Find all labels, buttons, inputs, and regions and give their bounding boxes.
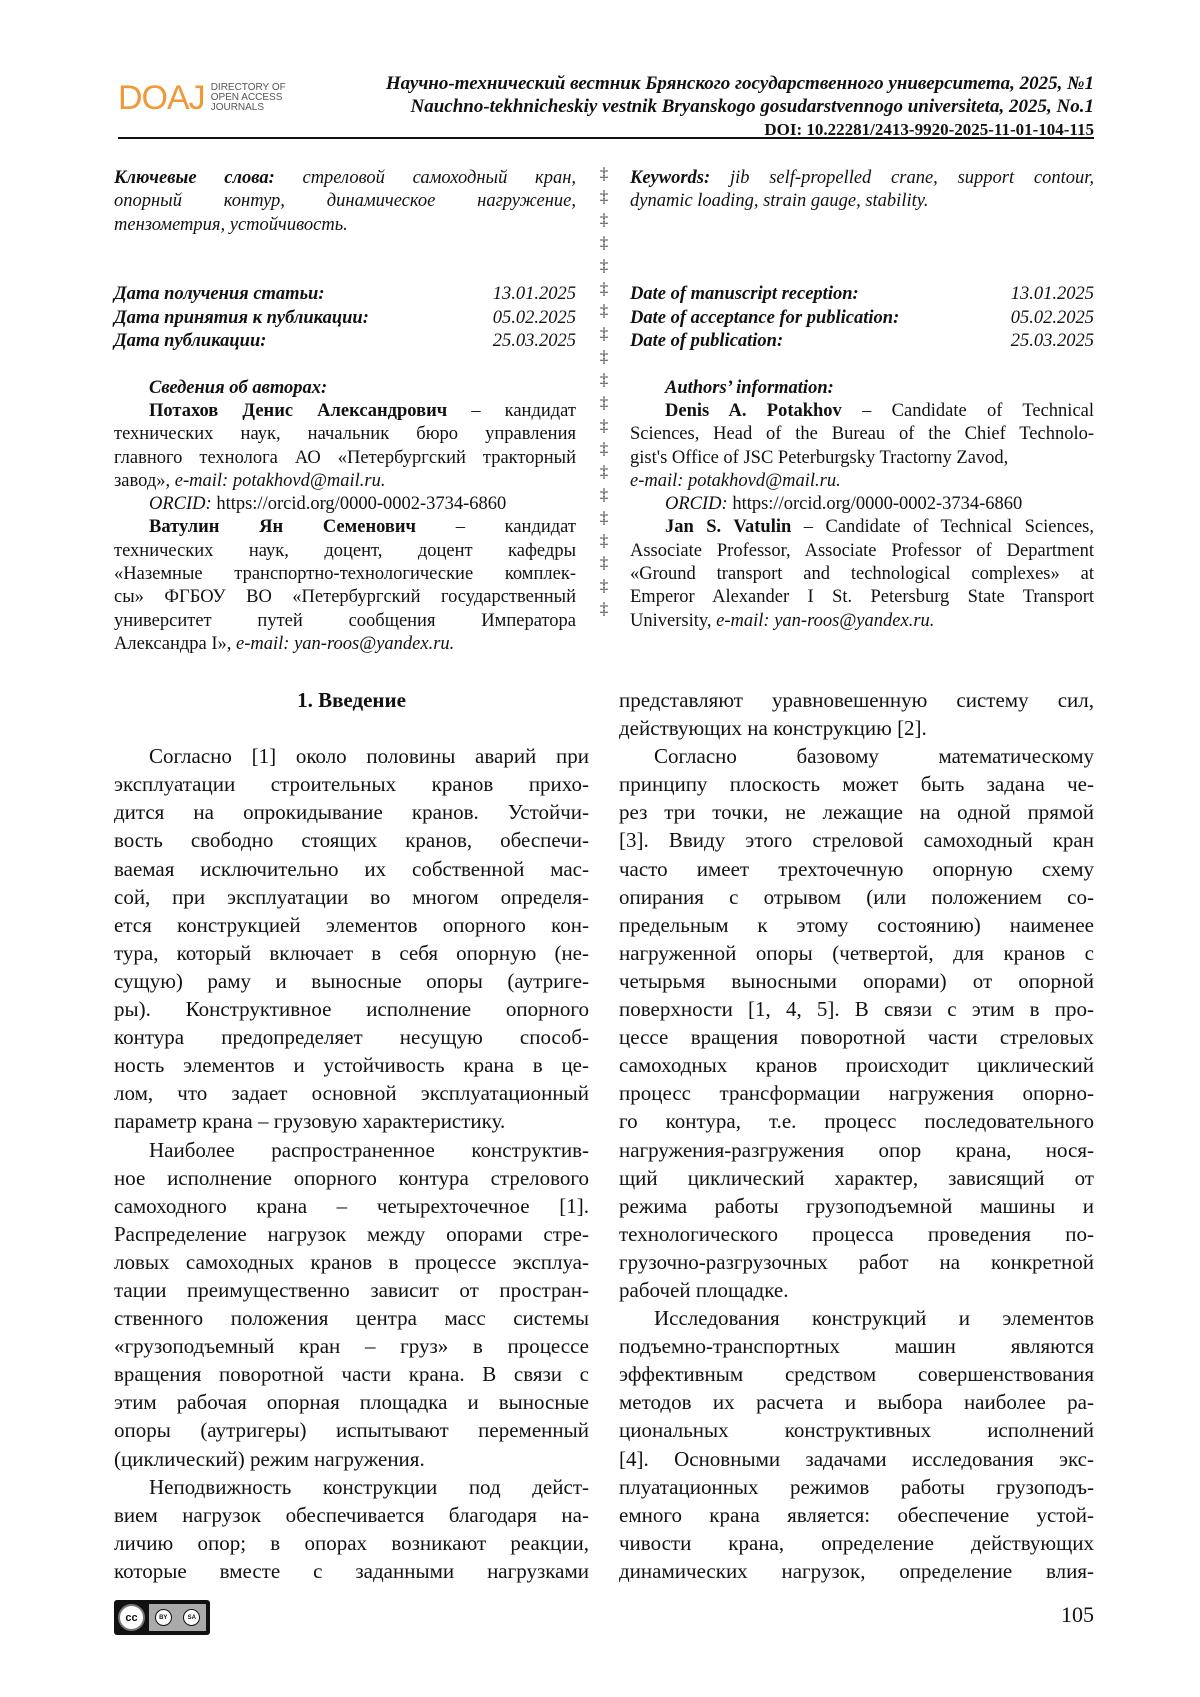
- text-line: ное исполнение опорного контура стрелового: [114, 1164, 589, 1192]
- text-line: Согласно [1] около половины аварий при: [114, 742, 589, 770]
- paragraph: [619, 1304, 1094, 1585]
- text-line: предельным к этому состоянию) наименее: [619, 911, 1094, 939]
- journal-title-ru: Научно-технический вестник Брянского государственного университета, 2025, №1: [386, 72, 1094, 95]
- section-heading: 1. Введение: [114, 686, 589, 714]
- author-text: завод»,: [114, 471, 170, 491]
- date-value: 13.01.2025: [493, 283, 576, 306]
- text-line: Наиболее распространенное конструктив-: [114, 1136, 589, 1164]
- separator-dagger: ‡: [596, 346, 612, 369]
- date-label: Дата принятия к публикации:: [114, 307, 369, 330]
- author-text: Sciences, Head of the Bureau of the Chief Technolo-: [630, 423, 1094, 446]
- doaj-logo: [118, 80, 298, 116]
- body-right-column: [619, 686, 1094, 1585]
- authors-heading: Authors’ information:: [630, 377, 1094, 400]
- text-line: ственного положения центра масс системы: [114, 1304, 589, 1332]
- keywords-label: Ключевые слова:: [114, 168, 275, 188]
- text-line: вость свободно стоящих кранов, обеспечи-: [114, 826, 589, 854]
- date-value: 05.02.2025: [493, 307, 576, 330]
- author-text: Emperor Alexander I St. Petersburg State Transport: [630, 586, 1094, 609]
- meta-ru: [114, 167, 576, 656]
- orcid-link[interactable]: https://orcid.org/0000-0002-3734-6860: [216, 494, 506, 514]
- date-value: 05.02.2025: [1011, 307, 1094, 330]
- text-line: (циклический) режим нагружения.: [114, 1445, 589, 1473]
- text-line: параметр крана – грузовую характеристику.: [114, 1107, 589, 1135]
- keywords-text: jib self-propelled crane, support contour,: [730, 168, 1094, 188]
- meta-en: [630, 167, 1094, 633]
- author-email[interactable]: e-mail: potakhovd@mail.ru.: [630, 470, 1094, 493]
- text-line: динамических нагрузок, определение влия-: [619, 1557, 1094, 1585]
- text-line: нагруженной опоры (четвертой, для кранов с: [619, 939, 1094, 967]
- text-line: рабочей площадке.: [619, 1276, 1094, 1304]
- text-line: вращения поворотной части крана. В связи с: [114, 1360, 589, 1388]
- keywords-text: dynamic loading, strain gauge, stability.: [630, 190, 1094, 213]
- text-line: ность элементов и устойчивость крана в це-: [114, 1051, 589, 1079]
- text-line: ры). Конструктивное исполнение опорного: [114, 995, 589, 1023]
- body-text: [619, 686, 1094, 1585]
- text-line: «грузоподъемный кран – груз» в процессе: [114, 1332, 589, 1360]
- author-text: сы» ФГБОУ ВО «Петербургский государственный: [114, 586, 576, 609]
- text-line: часто имеет трехточечную опорную схему: [619, 855, 1094, 883]
- logo-line: DIRECTORY OF: [211, 83, 286, 93]
- date-label: Дата получения статьи:: [114, 283, 324, 306]
- keywords-label: Keywords:: [630, 168, 710, 188]
- text-line: [4]. Основными задачами исследования экс-: [619, 1445, 1094, 1473]
- by-attribution-icon: [155, 1609, 172, 1626]
- separator-dagger: ‡: [596, 530, 612, 553]
- author-text: «Наземные транспортно-технологические комплек-: [114, 563, 576, 586]
- text-line: циональных конструктивных исполнений: [619, 1416, 1094, 1444]
- date-value: 25.03.2025: [1011, 330, 1094, 353]
- separator-dagger: ‡: [596, 461, 612, 484]
- authors-heading: Сведения об авторах:: [114, 377, 576, 400]
- cc-icon: cc: [118, 1604, 145, 1631]
- keywords-text: опорный контур, динамическое нагружение,: [114, 190, 576, 213]
- column-separator: [596, 163, 612, 621]
- text-line: дится на опрокидывание кранов. Устойчи-: [114, 798, 589, 826]
- date-label: Date of manuscript reception:: [630, 283, 859, 306]
- paragraph: [114, 1473, 589, 1585]
- author-text: Associate Professor, Associate Professor of Department: [630, 540, 1094, 563]
- keywords-text: стреловой самоходный кран,: [302, 168, 576, 188]
- by-label: BY: [159, 1615, 167, 1621]
- journal-title: [386, 72, 1094, 118]
- date-received: [114, 283, 576, 306]
- text-line: эксплуатации строительных кранов прихо-: [114, 770, 589, 798]
- author-name: Denis A. Potakhov: [665, 401, 842, 421]
- separator-dagger: ‡: [596, 392, 612, 415]
- text-line: сущую) раму и выносные опоры (аутриге-: [114, 967, 589, 995]
- page-number: 105: [1061, 1602, 1094, 1628]
- text-line: рез три точки, не лежащие на одной прямой: [619, 798, 1094, 826]
- author-text: главного технолога АО «Петербургский тракторный: [114, 447, 576, 470]
- author-email[interactable]: e-mail: yan-roos@yandex.ru.: [716, 611, 934, 631]
- text-line: этим рабочая опорная площадка и выносные: [114, 1388, 589, 1416]
- text-line: плуатационных режимов работы грузоподъ-: [619, 1473, 1094, 1501]
- separator-dagger: ‡: [596, 415, 612, 438]
- text-line: опоры (аутригеры) испытывают переменный: [114, 1416, 589, 1444]
- author-name: Jan S. Vatulin: [665, 517, 791, 537]
- logo-line: JOURNALS: [211, 103, 286, 113]
- orcid-link[interactable]: https://orcid.org/0000-0002-3734-6860: [732, 494, 1022, 514]
- author-text: технических наук, начальник бюро управления: [114, 423, 576, 446]
- text-line: щий циклический характер, зависящий от: [619, 1164, 1094, 1192]
- date-published: [630, 330, 1094, 353]
- text-line: которые вместе с заданными нагрузками: [114, 1557, 589, 1585]
- text-line: лом, что задает основной эксплуатационный: [114, 1079, 589, 1107]
- separator-dagger: ‡: [596, 209, 612, 232]
- text-line: представляют уравновешенную систему сил,: [619, 686, 1094, 714]
- paragraph: [619, 686, 1094, 742]
- cc-by-sa-license-badge[interactable]: [114, 1600, 210, 1635]
- date-label: Date of publication:: [630, 330, 783, 353]
- author-text: – Candidate of Technical: [862, 401, 1094, 421]
- text-line: процесс трансформации нагружения опорно-: [619, 1079, 1094, 1107]
- author-text: технических наук, доцент, доцент кафедры: [114, 540, 576, 563]
- text-line: методов их расчета и выбора наиболее ра-: [619, 1388, 1094, 1416]
- text-line: четырьмя выносными опорами) от опорной: [619, 967, 1094, 995]
- text-line: грузочно-разгрузочных работ на конкретной: [619, 1248, 1094, 1276]
- journal-title-en: Nauchno-tekhnicheskiy vestnik Bryanskogo gosudarstvennogo universiteta, 2025, No.1: [386, 95, 1094, 118]
- separator-dagger: ‡: [596, 507, 612, 530]
- text-line: тации преимущественно зависит от простран-: [114, 1276, 589, 1304]
- author-name: Потахов Денис Александрович: [149, 401, 447, 421]
- doaj-logo-mark: DOAJ: [118, 81, 205, 115]
- text-line: Согласно базовому математическому: [619, 742, 1094, 770]
- author-text: – Candidate of Technical Sciences,: [804, 517, 1094, 537]
- text-line: Распределение нагрузок между опорами стре-: [114, 1220, 589, 1248]
- text-line: действующих на конструкцию [2].: [619, 714, 1094, 742]
- text-line: эффективным средством совершенствования: [619, 1360, 1094, 1388]
- text-line: вием нагрузок обеспечивается благодаря на-: [114, 1501, 589, 1529]
- date-received: [630, 283, 1094, 306]
- text-line: принципу плоскость может быть задана че-: [619, 770, 1094, 798]
- author-text: gist's Office of JSC Peterburgsky Tractorny Zavod,: [630, 447, 1094, 470]
- separator-dagger: ‡: [596, 278, 612, 301]
- date-accepted: [114, 307, 576, 330]
- separator-dagger: ‡: [596, 575, 612, 598]
- date-accepted: [630, 307, 1094, 330]
- separator-dagger: ‡: [596, 232, 612, 255]
- doaj-logo-text: [211, 83, 286, 113]
- keywords-text: тензометрия, устойчивость.: [114, 214, 576, 237]
- author-text: – кандидат: [471, 401, 576, 421]
- text-line: самоходного крана – четырехточечное [1].: [114, 1192, 589, 1220]
- doi[interactable]: DOI: 10.22281/2413-9920-2025-11-01-104-115: [764, 119, 1094, 141]
- text-line: самоходных кранов происходит циклический: [619, 1051, 1094, 1079]
- text-line: емного крана является: обеспечение устой-: [619, 1501, 1094, 1529]
- orcid-label: ORCID:: [149, 494, 212, 514]
- separator-dagger: ‡: [596, 323, 612, 346]
- separator-dagger: ‡: [596, 598, 612, 621]
- text-line: тура, который включает в себя опорную (не-: [114, 939, 589, 967]
- text-line: нагружения-разгружения опор крана, нося-: [619, 1136, 1094, 1164]
- header-rule: [118, 137, 1094, 139]
- author-text: – кандидат: [456, 517, 576, 537]
- paragraph: [114, 742, 589, 1135]
- date-label: Дата публикации:: [114, 330, 266, 353]
- text-line: го контура, т.е. процесс последовательного: [619, 1107, 1094, 1135]
- text-line: поверхности [1, 4, 5]. В связи с этим в про-: [619, 995, 1094, 1023]
- text-line: сой, при эксплуатации во многом определя-: [114, 883, 589, 911]
- paragraph: [619, 742, 1094, 1304]
- text-line: [3]. Ввиду этого стреловой самоходный кран: [619, 826, 1094, 854]
- separator-dagger: ‡: [596, 484, 612, 507]
- paragraph: [114, 1136, 589, 1473]
- separator-dagger: ‡: [596, 255, 612, 278]
- author-text: Александра I»,: [114, 634, 231, 654]
- license-terms: [149, 1604, 206, 1631]
- text-line: режима работы грузоподъемной машины и: [619, 1192, 1094, 1220]
- text-line: подъемно-транспортных машин являются: [619, 1332, 1094, 1360]
- date-value: 25.03.2025: [493, 330, 576, 353]
- text-line: ловых самоходных кранов в процессе эксплуа-: [114, 1248, 589, 1276]
- text-line: ется конструкцией элементов опорного кон-: [114, 911, 589, 939]
- text-line: Неподвижность конструкции под дейст-: [114, 1473, 589, 1501]
- author-text: университет путей сообщения Императора: [114, 610, 576, 633]
- body-left-column: [114, 686, 589, 1585]
- sa-label: SA: [188, 1615, 196, 1621]
- text-line: личию опор; в опорах возникают реакции,: [114, 1529, 589, 1557]
- author-name: Ватулин Ян Семенович: [149, 517, 416, 537]
- separator-dagger: ‡: [596, 163, 612, 186]
- text-line: ваемая исключительно их собственной мас-: [114, 855, 589, 883]
- body-text: [114, 742, 589, 1585]
- author-email[interactable]: e-mail: potakhovd@mail.ru.: [175, 471, 386, 491]
- author-text: University,: [630, 611, 712, 631]
- text-line: опирания с отрывом (или положением со-: [619, 883, 1094, 911]
- text-line: технологического процесса проведения по-: [619, 1220, 1094, 1248]
- orcid-label: ORCID:: [665, 494, 728, 514]
- separator-dagger: ‡: [596, 186, 612, 209]
- text-line: Исследования конструкций и элементов: [619, 1304, 1094, 1332]
- logo-line: OPEN ACCESS: [211, 93, 286, 103]
- text-line: контура предопределяет несущую способ-: [114, 1023, 589, 1051]
- author-text: «Ground transport and technological complexes» at: [630, 563, 1094, 586]
- separator-dagger: ‡: [596, 369, 612, 392]
- date-label: Date of acceptance for publication:: [630, 307, 899, 330]
- separator-dagger: ‡: [596, 300, 612, 323]
- separator-dagger: ‡: [596, 438, 612, 461]
- sa-share-alike-icon: [183, 1609, 200, 1626]
- date-published: [114, 330, 576, 353]
- date-value: 13.01.2025: [1011, 283, 1094, 306]
- text-line: цессе вращения поворотной части стреловых: [619, 1023, 1094, 1051]
- author-email[interactable]: e-mail: yan-roos@yandex.ru.: [236, 634, 454, 654]
- separator-dagger: ‡: [596, 552, 612, 575]
- text-line: чивости крана, определение действующих: [619, 1529, 1094, 1557]
